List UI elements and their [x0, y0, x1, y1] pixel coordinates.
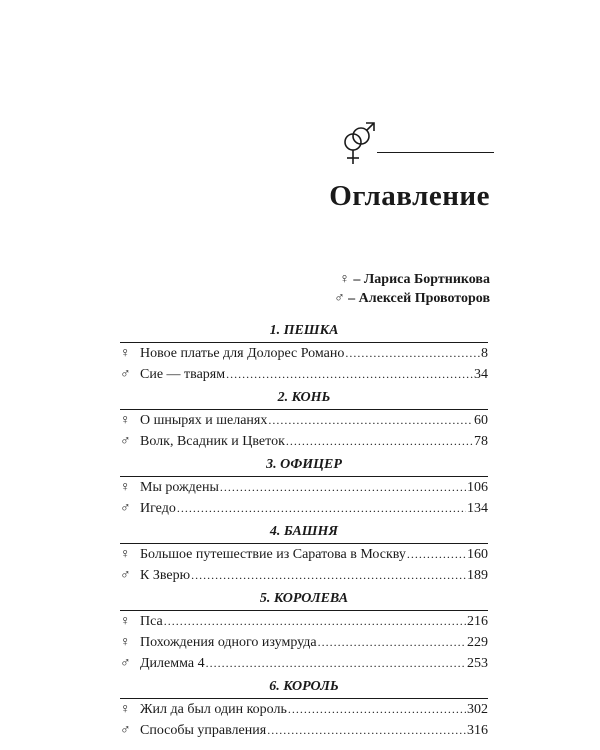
- entry-title: К Зверю: [140, 568, 191, 583]
- male-icon: ♂: [120, 656, 131, 671]
- entry-title: Способы управления: [140, 723, 267, 738]
- entry-title: Дилемма 4: [140, 656, 205, 671]
- toc-section: [120, 454, 488, 519]
- male-icon: ♂: [120, 723, 131, 738]
- toc-entry[interactable]: [120, 364, 488, 385]
- author-legend: [334, 270, 490, 308]
- toc-entry[interactable]: [120, 699, 488, 720]
- entry-page: 8: [481, 346, 488, 361]
- toc-entry[interactable]: [120, 410, 488, 431]
- dot-leader: [268, 410, 473, 431]
- dot-leader: [267, 720, 466, 741]
- entry-title: Похождения одного изумруда: [140, 635, 317, 650]
- entry-page: 229: [467, 635, 488, 650]
- female-icon: ♀: [120, 547, 131, 562]
- dot-leader: [286, 431, 473, 452]
- toc-section: [120, 588, 488, 674]
- toc-entry[interactable]: [120, 498, 488, 519]
- dot-leader: [220, 477, 466, 498]
- entry-title: Новое платье для Долорес Романо: [140, 346, 345, 361]
- section-title: 6. КОРОЛЬ: [120, 676, 488, 699]
- page-title: Оглавление: [329, 180, 490, 212]
- female-icon: ♀: [339, 272, 350, 287]
- male-icon: ♂: [334, 291, 345, 306]
- entry-page: 253: [467, 656, 488, 671]
- section-title: 3. ОФИЦЕР: [120, 454, 488, 477]
- legend-row-female: [334, 270, 490, 289]
- female-icon: ♀: [120, 413, 131, 428]
- entry-page: 160: [467, 547, 488, 562]
- male-icon: ♂: [120, 367, 131, 382]
- toc-entry[interactable]: [120, 611, 488, 632]
- entry-page: 302: [467, 702, 488, 717]
- section-title: 2. КОНЬ: [120, 387, 488, 410]
- toc-entry[interactable]: [120, 343, 488, 364]
- toc-section: [120, 676, 488, 741]
- toc-entry[interactable]: [120, 544, 488, 565]
- dot-leader: [177, 498, 466, 519]
- female-icon: ♀: [120, 635, 131, 650]
- dot-leader: [318, 632, 466, 653]
- female-icon: ♀: [120, 614, 131, 629]
- entry-title: Мы рождены: [140, 480, 219, 495]
- entry-page: 134: [467, 501, 488, 516]
- dot-leader: [164, 611, 466, 632]
- entry-page: 34: [474, 367, 488, 382]
- entry-title: Сие — тварям: [140, 367, 226, 382]
- table-of-contents: [120, 320, 488, 741]
- entry-title: Большое путешествие из Саратова в Москву: [140, 547, 406, 562]
- entry-page: 216: [467, 614, 488, 629]
- section-title: 1. ПЕШКА: [120, 320, 488, 343]
- entry-title: Пса: [140, 614, 163, 629]
- entry-title: Игедо: [140, 501, 176, 516]
- female-icon: ♀: [120, 480, 131, 495]
- male-icon: ♂: [120, 568, 131, 583]
- female-icon: ♀: [120, 702, 131, 717]
- toc-section: [120, 521, 488, 586]
- toc-entry[interactable]: [120, 431, 488, 452]
- female-icon: ♀: [120, 346, 131, 361]
- dot-leader: [288, 699, 466, 720]
- entry-page: 189: [467, 568, 488, 583]
- venus-mars-icon: [339, 112, 379, 168]
- dot-leader: [206, 653, 466, 674]
- entry-title: Жил да был один король: [140, 702, 287, 717]
- gender-emblem: [339, 112, 499, 168]
- toc-entry[interactable]: [120, 565, 488, 586]
- legend-author: – Лариса Бортникова: [353, 272, 490, 287]
- toc-entry[interactable]: [120, 477, 488, 498]
- entry-page: 106: [467, 480, 488, 495]
- legend-author: – Алексей Провоторов: [348, 291, 490, 306]
- toc-entry[interactable]: [120, 632, 488, 653]
- toc-section: [120, 387, 488, 452]
- male-icon: ♂: [120, 434, 131, 449]
- entry-page: 78: [474, 434, 488, 449]
- dot-leader: [407, 544, 466, 565]
- section-title: 5. КОРОЛЕВА: [120, 588, 488, 611]
- toc-entry[interactable]: [120, 720, 488, 741]
- entry-page: 60: [474, 413, 488, 428]
- dot-leader: [345, 343, 480, 364]
- entry-title: Волк, Всадник и Цветок: [140, 434, 285, 449]
- toc-section: [120, 320, 488, 385]
- entry-page: 316: [467, 723, 488, 738]
- male-icon: ♂: [120, 501, 131, 516]
- emblem-rule: [377, 152, 494, 153]
- dot-leader: [191, 565, 466, 586]
- section-title: 4. БАШНЯ: [120, 521, 488, 544]
- toc-entry[interactable]: [120, 653, 488, 674]
- entry-title: О шнырях и шеланях: [140, 413, 268, 428]
- dot-leader: [226, 364, 473, 385]
- legend-row-male: [334, 289, 490, 308]
